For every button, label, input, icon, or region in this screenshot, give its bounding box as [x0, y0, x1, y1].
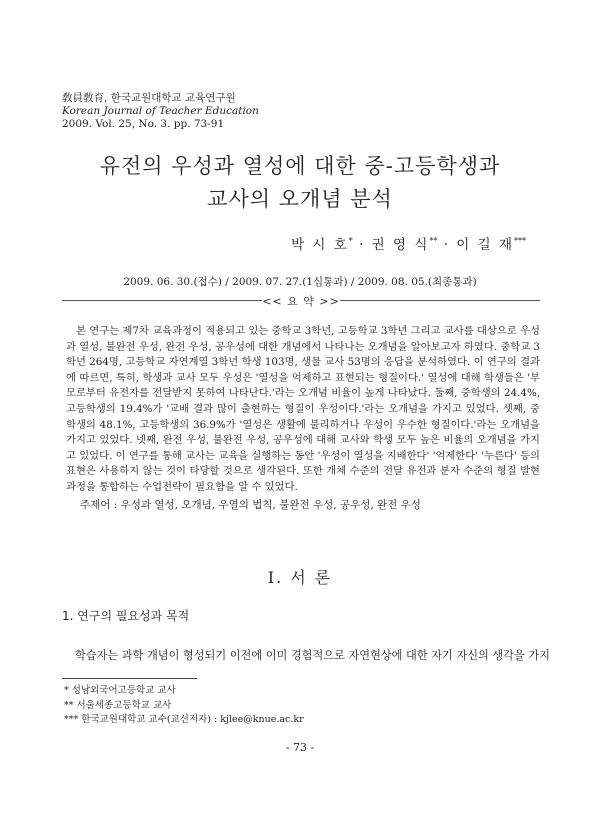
abstract-heading: [62, 292, 540, 308]
body-paragraph: 학습자는 과학 개념이 형성되기 이전에 이미 경험적으로 자연현상에 대한 자기 자신의 생각을 가지: [75, 649, 550, 662]
submission-dates: 2009. 06. 30.(접수) / 2009. 07. 27.(1심통과) / 2009. 08. 05.(최종통과): [123, 276, 477, 288]
author-separator: ·: [359, 237, 366, 253]
journal-name-korean: 敎員敎育, 한국교원대학교 교육연구원: [62, 92, 236, 104]
subsection-heading: 1. 연구의 필요성과 목적: [62, 609, 190, 623]
journal-volume: 2009. Vol. 25, No. 3. pp. 73-91: [62, 118, 225, 130]
footnote-divider: [62, 678, 197, 679]
author-separator: ·: [443, 237, 450, 253]
author-name: 박 시 호: [291, 237, 349, 253]
paper-title-line-2: 교사의 오개념 분석: [207, 187, 393, 211]
paper-title-line-1: 유전의 우성과 열성에 대한 중-고등학생과: [99, 154, 501, 178]
abstract-label: << 요 약 >>: [262, 295, 340, 308]
footnote: *** 한국교원대학교 교수(교신저자) : kjlee@knue.ac.kr: [64, 714, 304, 725]
footnote: ** 서울세종고등학교 교사: [64, 699, 172, 711]
author-footnote-mark: **: [429, 236, 438, 246]
author-name: 권 영 식: [371, 237, 430, 253]
author-footnote-mark: ***: [514, 236, 526, 246]
journal-info: [62, 92, 259, 131]
author-list: [291, 233, 526, 253]
abstract-text: 본 연구는 제7차 교육과정이 적용되고 있는 중학교 3학년, 고등학교 3학년 그리고 교사를 대상으로 우성과 열성, 불완전 우성, 완전 우성, 공우성에 대한 개념에서 나타나는 오개념을 알아보고자 하였다. 중학교 3학년 264명, 고등학교 자연계열 3학년 학생 103명, 생물 교사 53명의 응답을 분석하였다. 이 연구의 결과에 따르면, 특히, 학생과 교사 모두 우성은 '열성을 억제하고 표현되는 형질이다.' 열성에 대해 학생들은 '부모로부터 유전자를 전달받지 못하여 나타난다.'라는 오개념 비율이 높게 나타났다. 둘째, 중학생의 24.4%, 고등학생의 19.4%가 '교배 결과 많이 출현하는 형질이 우성이다.'라는 오개념을 가지고 있었다. 셋째, 중학생의 48.1%, 고등학생의 36.9%가 '열성은 생활에 불리하거나 우성이 우수한 형질이다.'라는 오개념을 가지고 있었다. 넷째, 완전 우성, 불완전 우성, 공우성에 대해 교사와 학생 모두 높은 비율의 오개념을 가지고 있었다. 이 연구를 통해 교사는 교육을 실행하는 동안 '우성이 열성을 지배한다' '억제한다' '누른다' 등의 표현은 사용하지 않는 것이 타당할 것으로 생각된다. 또한 개체 수준의 전달 유전과 분자 수준의 형질 발현과정을 통합하는 수업전략이 필요함을 알 수 있었다.: [66, 325, 540, 493]
journal-name-english: Korean Journal of Teacher Education: [62, 105, 259, 117]
page-number: - 73 -: [285, 741, 315, 754]
abstract-rule-right: [340, 300, 540, 301]
keywords: 주제어 : 우성과 열성, 오개념, 우열의 법칙, 불완전 우성, 공우성, 완전 우성: [80, 499, 421, 511]
author-name: 이 길 재: [456, 237, 514, 253]
author-footnote-mark: *: [348, 236, 353, 246]
footnotes: [64, 684, 304, 728]
section-heading: Ⅰ. 서 론: [267, 568, 333, 587]
footnote: * 성남외국어고등학교 교사: [64, 685, 176, 696]
